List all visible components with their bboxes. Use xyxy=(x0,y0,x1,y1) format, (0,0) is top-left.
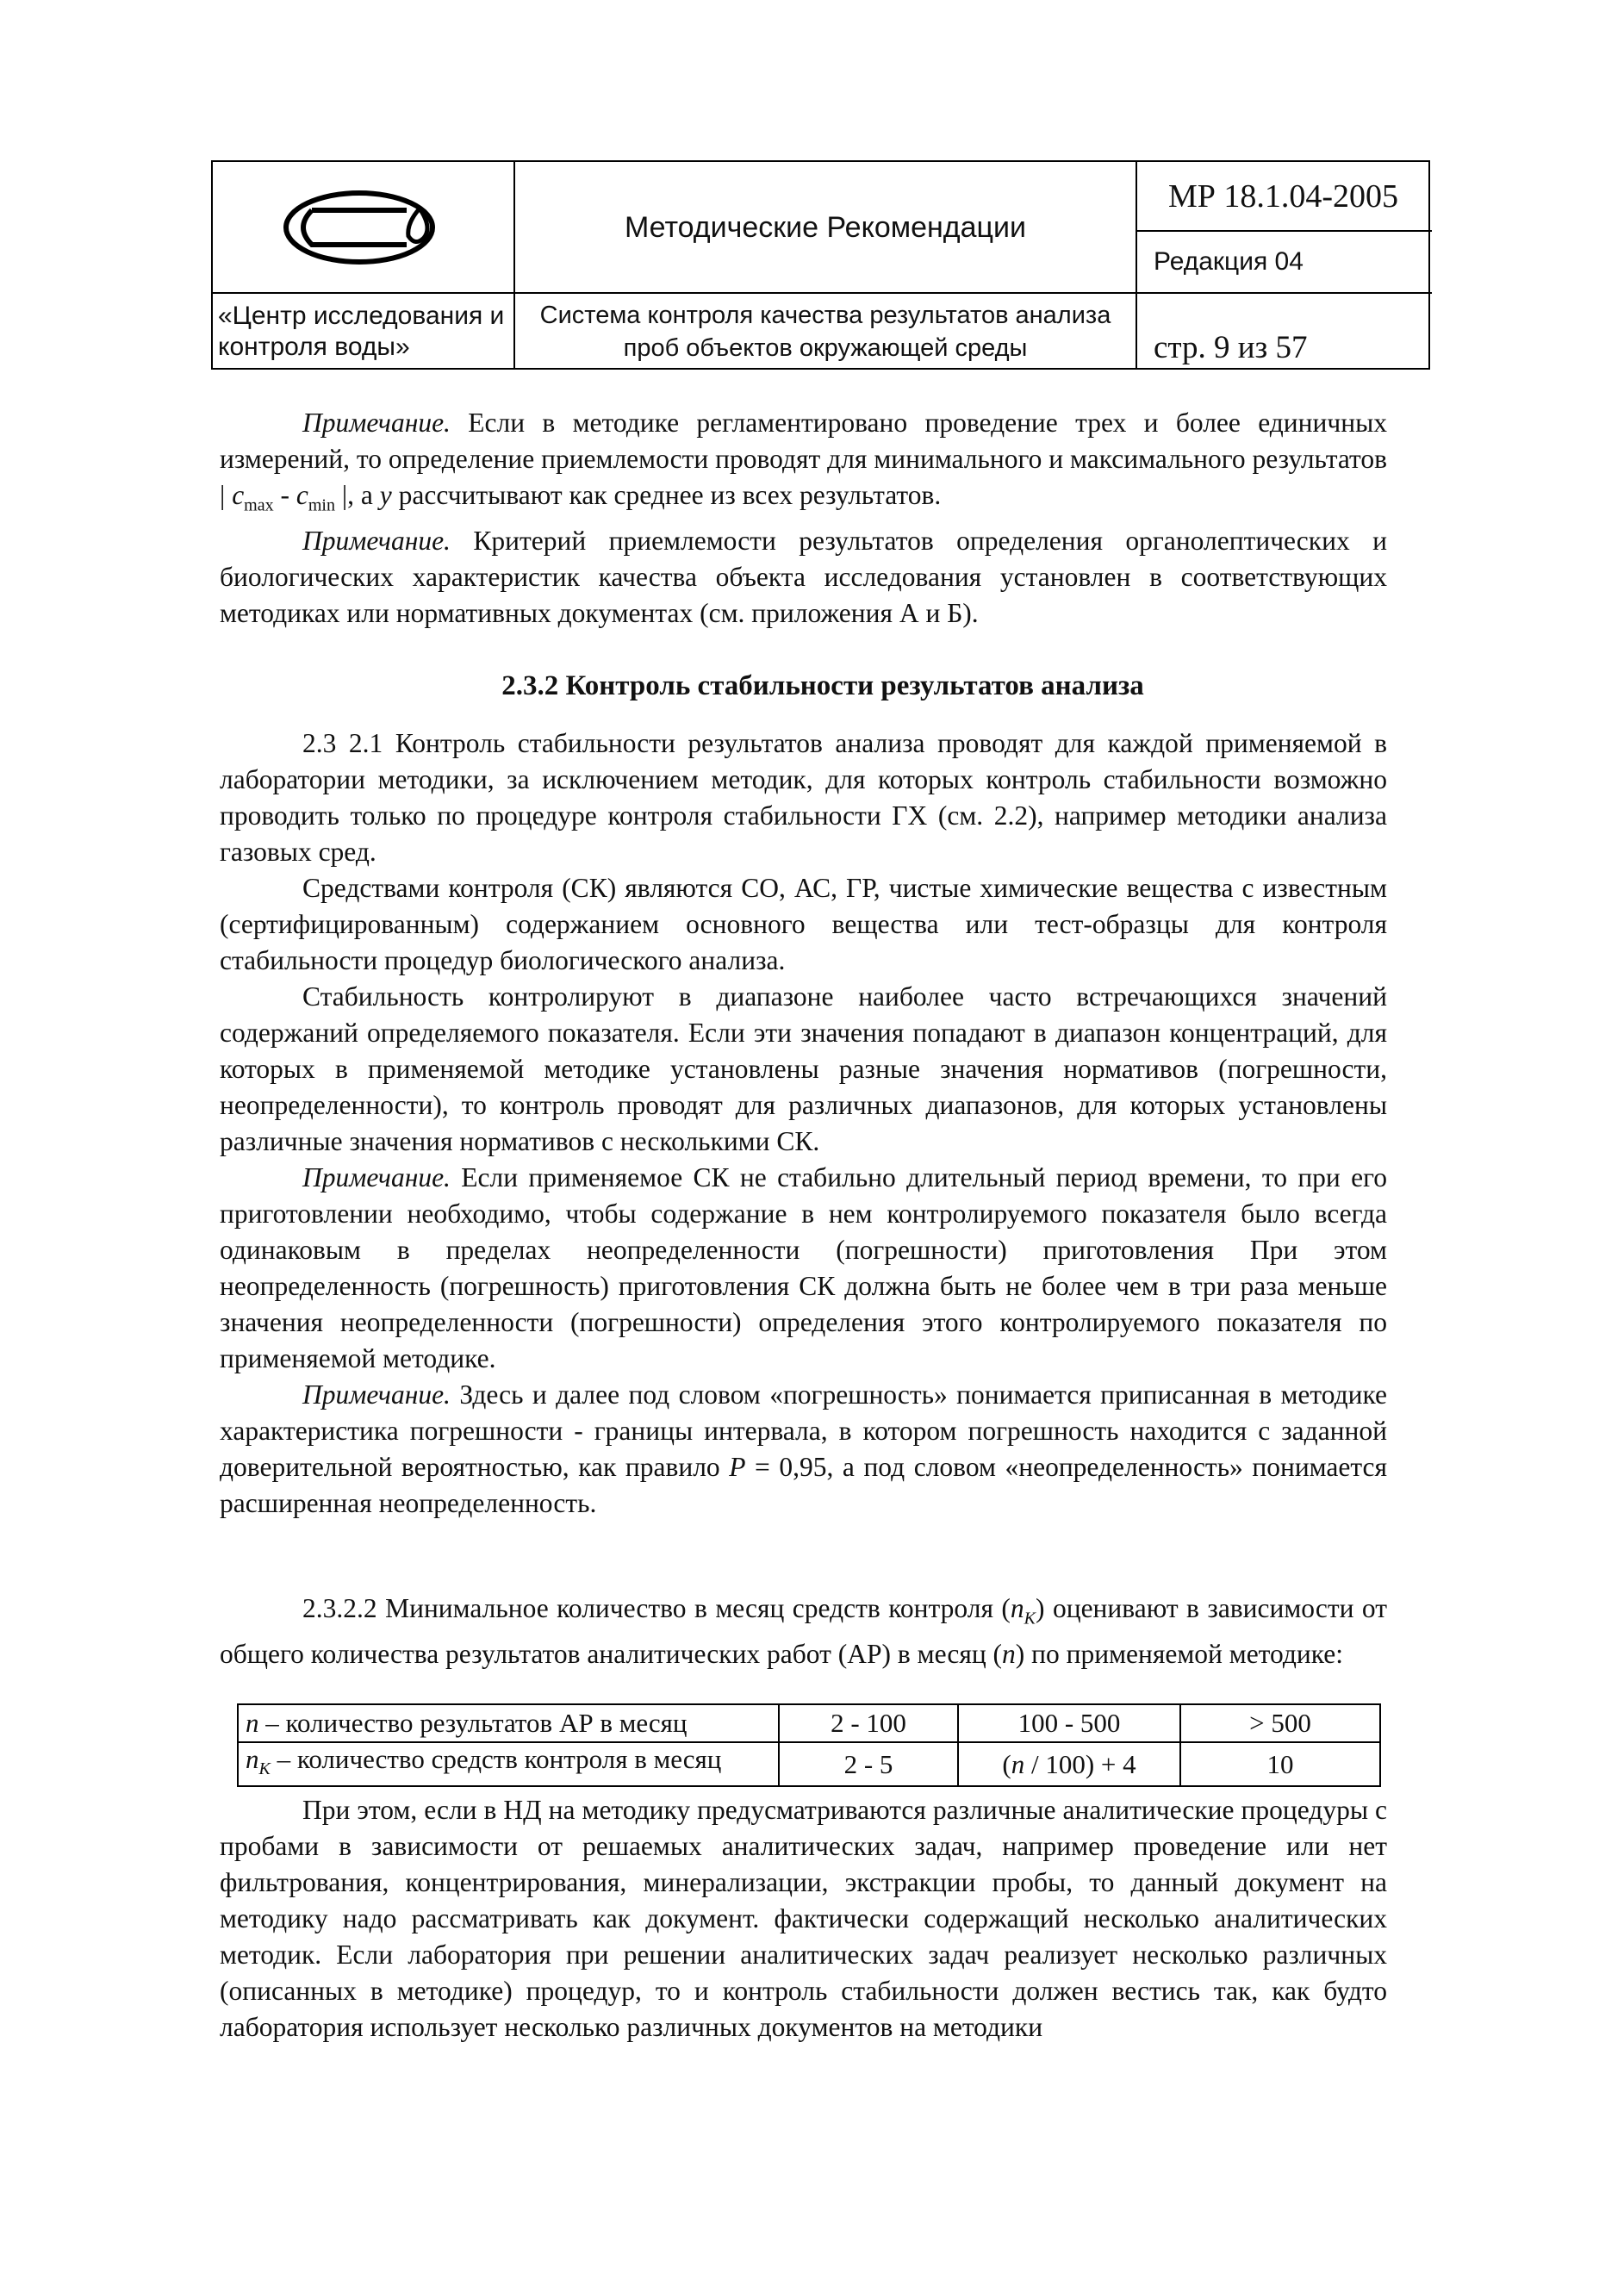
table-cell: 2 - 5 xyxy=(779,1742,958,1786)
paragraph-nk: 2.3.2.2 Минимальное количество в месяц средств контроля $(n_K)$ оценивают в зависимости от общего количества результатов аналитических работ (АР) в месяц (n) по применяемой методике: xyxy=(220,1593,1388,1670)
note-paragraph: Примечание. Если в методике регламентировано проведение трех и более единичных измерений, то определение приемлемости проводят для минимального и максимального результатов | $c_{max} - c_{min}$ |, а y рассчитывают как среднее из всех результатов. xyxy=(220,408,1387,515)
table-row xyxy=(238,1704,1380,1742)
section-body xyxy=(220,725,1387,1522)
page-number: стр. 9 из 57 xyxy=(1154,330,1308,365)
paragraph: При этом, если в НД на методику предусматриваются различные аналитические процедуры с пробами в зависимости от решаемых аналитических задач, например проведение или нет фильтрования, концентрирования, минерализации, экстракции пробы, то данный документ на методику надо рассматривать как документ. фактически содержащий несколько аналитических методик. Если лаборатория при решении аналитических задач реализует несколько различных (описанных в методике) процедур, то и контроль стабильности должен вестись так, как будто лаборатория использует несколько различных документов на методики xyxy=(220,1795,1387,2042)
table-row xyxy=(238,1742,1380,1786)
note-label: Примечание. xyxy=(302,1162,451,1192)
organization-logo xyxy=(213,162,514,293)
table-cell: 2 - 100 xyxy=(779,1704,958,1742)
table-cell: n – количество результатов АР в месяц xyxy=(238,1704,779,1742)
notes-top xyxy=(220,405,1387,632)
table-cell: (n / 100) + 4 xyxy=(958,1742,1180,1786)
water-center-logo-icon xyxy=(277,184,450,271)
table-cell: 100 - 500 xyxy=(958,1704,1180,1742)
document-subtitle: Система контроля качества результатов анализа проб объектов окружающей среды xyxy=(539,301,1111,362)
final-paragraph xyxy=(220,1792,1387,2045)
document-type-title: Методические Рекомендации xyxy=(624,210,1027,244)
document-code: МР 18.1.04-2005 xyxy=(1167,178,1399,215)
paragraph: Стабильность контролируют в диапазоне наиболее часто встречающихся значений содержаний определяемого показателя. Если эти значения попадают в диапазон концентраций, для которых в применяемой методике установлены разные значения нормативов (погрешности, неопределенности), то контроль проводят для различных диапазонов, для которых установлены различные значения нормативов с несколькими СК. xyxy=(220,981,1387,1156)
note-label: Примечание. xyxy=(302,1379,451,1410)
note-label: Примечание. xyxy=(302,526,451,557)
table-cell: 10 xyxy=(1180,1742,1380,1786)
document-header xyxy=(211,160,1430,370)
control-count-table xyxy=(237,1703,1381,1787)
divider xyxy=(513,162,515,368)
paragraph: Средствами контроля (СК) являются СО, АС, ГР, чистые химические вещества с известным (сертифицированным) содержанием основного вещества или тест-образцы для контроля стабильности процедур биологического анализа. xyxy=(220,873,1387,975)
note-paragraph: Примечание. Здесь и далее под словом «погрешность» понимается приписанная в методике характеристика погрешности - границы интервала, в котором погрешность находится с заданной доверительной вероятностью, как правило P = 0,95, а под словом «неопределенность» понимается расширенная неопределенность. xyxy=(220,1379,1387,1518)
section-heading: 2.3.2 Контроль стабильности результатов анализа xyxy=(501,670,1144,701)
table-cell: > 500 xyxy=(1180,1704,1380,1742)
divider xyxy=(1136,230,1432,232)
note-paragraph: Примечание. Если применяемое СК не стабильно длительный период времени, то при его приготовлении необходимо, чтобы содержание в нем контролируемого показателя было всегда одинаковым в пределах неопределенности (погрешности) приготовления При этом неопределенность (погрешность) приготовления СК должна быть не более чем в три раза меньше значения неопределенности (погрешности) определения этого контролируемого показателя по применяемой методике. xyxy=(220,1162,1387,1373)
divider xyxy=(514,292,1432,294)
document-revision: Редакция 04 xyxy=(1154,247,1304,276)
organization-name: «Центр исследования и контроля воды» xyxy=(218,301,505,361)
divider xyxy=(1136,162,1137,368)
note-label: Примечание. xyxy=(302,408,451,438)
table-cell: $n_K$ – количество средств контроля в месяц xyxy=(238,1742,779,1786)
divider xyxy=(213,292,514,294)
paragraph: 2.3 2.1 Контроль стабильности результатов анализа проводят для каждой применяемой в лаборатории методики, за исключением методик, для которых контроль стабильности возможно проводить только по процедуре контроля стабильности ГХ (см. 2.2), например методики анализа газовых сред. xyxy=(220,728,1387,867)
note-paragraph: Примечание. Критерий приемлемости результатов определения органолептических и биологических характеристик качества объекта исследования установлен в соответствующих методиках или нормативных документах (см. приложения А и Б). xyxy=(220,526,1387,629)
